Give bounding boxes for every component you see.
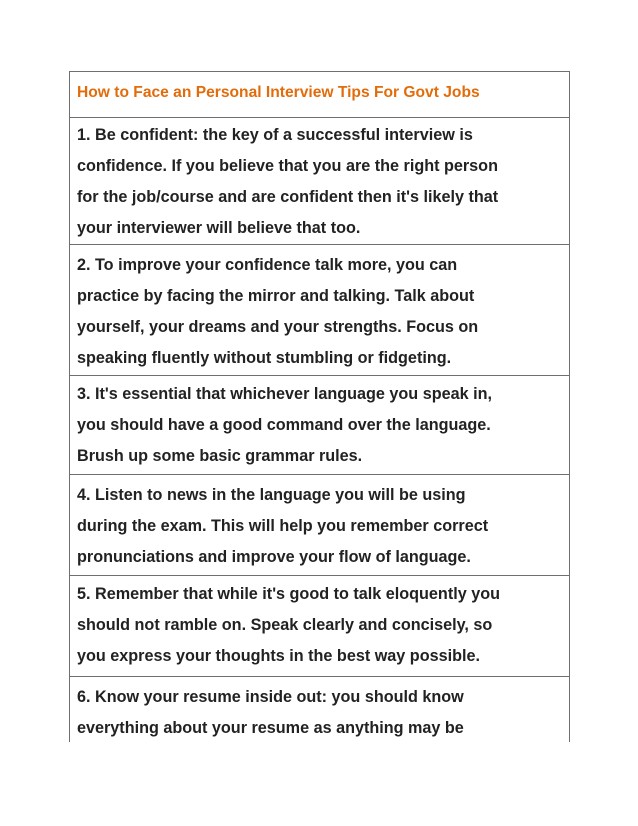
tip-4-line-1: 4. Listen to news in the language you will be using (77, 486, 466, 504)
tip-cell-4 (70, 475, 569, 576)
tip-6-line-2: everything about your resume as anything may be (77, 719, 464, 737)
tips-table (69, 71, 570, 742)
tip-2-line-2: practice by facing the mirror and talking. Talk about (77, 287, 475, 305)
table-header-cell (70, 72, 569, 118)
tip-1-line-2: confidence. If you believe that you are the right person (77, 157, 498, 175)
tip-cell-6 (70, 677, 569, 742)
tip-2-line-4: speaking fluently without stumbling or fidgeting. (77, 349, 452, 367)
tip-6-line-1: 6. Know your resume inside out: you should know (77, 688, 464, 706)
tip-1-line-1: 1. Be confident: the key of a successful interview is (77, 126, 473, 144)
tip-4-line-3: pronunciations and improve your flow of language. (77, 548, 471, 566)
tip-cell-3 (70, 376, 569, 475)
tip-5-line-2: should not ramble on. Speak clearly and concisely, so (77, 616, 493, 634)
tip-4-line-2: during the exam. This will help you remember correct (77, 517, 489, 535)
tip-2-line-1: 2. To improve your confidence talk more, you can (77, 256, 458, 274)
tip-1-line-3: for the job/course and are confident then it's likely that (77, 188, 499, 206)
tip-3-line-3: Brush up some basic grammar rules. (77, 447, 363, 465)
tip-cell-1 (70, 118, 569, 245)
tip-cell-5 (70, 576, 569, 677)
tip-3-line-1: 3. It's essential that whichever language you speak in, (77, 385, 492, 403)
tip-3-line-2: you should have a good command over the language. (77, 416, 491, 434)
tip-5-line-1: 5. Remember that while it's good to talk eloquently you (77, 585, 500, 603)
document-heading: How to Face an Personal Interview Tips For Govt Jobs (77, 84, 480, 101)
tip-1-line-4: your interviewer will believe that too. (77, 219, 361, 237)
tip-5-line-3: you express your thoughts in the best way possible. (77, 647, 480, 665)
tip-2-line-3: yourself, your dreams and your strengths. Focus on (77, 318, 479, 336)
tip-cell-2 (70, 245, 569, 376)
